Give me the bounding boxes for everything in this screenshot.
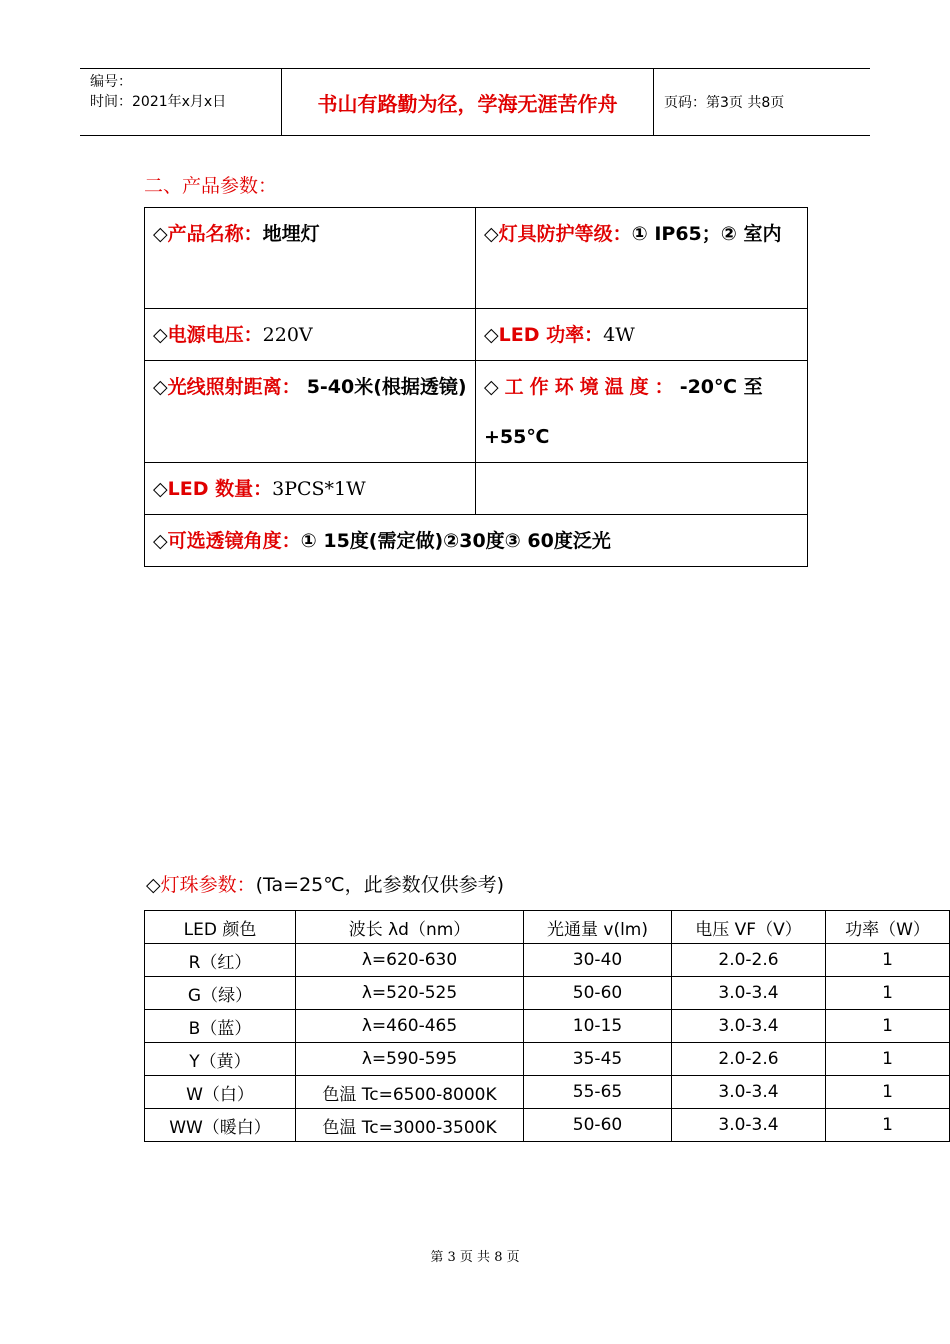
led-title-label: 灯珠参数： xyxy=(160,874,256,896)
table-row xyxy=(145,361,808,463)
table-cell: 1 xyxy=(826,1109,950,1142)
table-cell: 1 xyxy=(826,1010,950,1043)
table-cell: R（红） xyxy=(145,944,296,977)
table-cell: 3.0-3.4 xyxy=(672,1109,826,1142)
page-header xyxy=(80,68,870,136)
table-cell: 3.0-3.4 xyxy=(672,1076,826,1109)
table-cell: 10-15 xyxy=(524,1010,672,1043)
param-label: 灯具防护等级： xyxy=(498,223,632,245)
param-value: 5-40米(根据透镜) xyxy=(306,376,467,398)
diamond-icon: ◇ xyxy=(153,324,168,346)
diamond-icon: ◇ xyxy=(153,530,168,552)
table-cell: λ=620-630 xyxy=(296,944,524,977)
table-cell: 3.0-3.4 xyxy=(672,1010,826,1043)
table-cell: 1 xyxy=(826,1076,950,1109)
param-label: 工作环境温度： xyxy=(504,376,680,398)
table-cell: 55-65 xyxy=(524,1076,672,1109)
table-row xyxy=(145,944,950,977)
table-cell: 色温 Tc=3000-3500K xyxy=(296,1109,524,1142)
table-cell: 1 xyxy=(826,977,950,1010)
table-cell: WW（暖白） xyxy=(145,1109,296,1142)
param-label: 光线照射距离： xyxy=(167,376,301,398)
table-row xyxy=(145,1076,950,1109)
param-cell-name xyxy=(145,208,476,309)
param-cell-temperature xyxy=(476,361,808,463)
table-cell: 2.0-2.6 xyxy=(672,944,826,977)
param-value: -20℃ 至 +55℃ xyxy=(484,376,763,448)
page-footer: 第 3 页 共 8 页 xyxy=(430,1250,520,1265)
column-header: 功率（W） xyxy=(826,911,950,944)
header-meta xyxy=(80,69,282,135)
param-label: LED 数量： xyxy=(167,478,273,500)
number-label: 编号： xyxy=(90,74,132,90)
diamond-icon: ◇ xyxy=(484,376,499,398)
table-cell: W（白） xyxy=(145,1076,296,1109)
table-cell: 3.0-3.4 xyxy=(672,977,826,1010)
column-header: 波长 λd（nm） xyxy=(296,911,524,944)
param-value: 4W xyxy=(603,324,635,346)
table-cell: 50-60 xyxy=(524,977,672,1010)
param-value: ① 15度(需定做)②30度③ 60度泛光 xyxy=(300,530,611,552)
param-cell-count xyxy=(145,463,476,515)
param-cell-empty xyxy=(476,463,808,515)
param-cell-distance xyxy=(145,361,476,463)
column-header: LED 颜色 xyxy=(145,911,296,944)
table-header-row xyxy=(145,911,950,944)
param-value: 220V xyxy=(262,324,313,346)
diamond-icon: ◇ xyxy=(153,478,168,500)
column-header: 电压 VF（V） xyxy=(672,911,826,944)
table-cell: λ=590-595 xyxy=(296,1043,524,1076)
table-cell: Y（黄） xyxy=(145,1043,296,1076)
param-value: 地埋灯 xyxy=(262,223,320,245)
param-label: 产品名称： xyxy=(167,223,263,245)
diamond-icon: ◇ xyxy=(484,223,499,245)
table-cell: 50-60 xyxy=(524,1109,672,1142)
table-cell: 1 xyxy=(826,1043,950,1076)
table-row xyxy=(145,1109,950,1142)
diamond-icon: ◇ xyxy=(153,376,168,398)
param-cell-protection xyxy=(476,208,808,309)
table-cell: 1 xyxy=(826,944,950,977)
diamond-icon: ◇ xyxy=(484,324,499,346)
product-params-table xyxy=(144,207,808,567)
param-cell-lens xyxy=(145,515,808,567)
table-cell: 35-45 xyxy=(524,1043,672,1076)
table-row xyxy=(145,977,950,1010)
table-row xyxy=(145,208,808,309)
param-cell-voltage xyxy=(145,309,476,361)
column-header: 光通量 v(lm) xyxy=(524,911,672,944)
table-row xyxy=(145,515,808,567)
param-value: 3PCS*1W xyxy=(272,478,366,500)
led-params-table xyxy=(144,910,950,1142)
table-row xyxy=(145,1043,950,1076)
table-row xyxy=(145,1010,950,1043)
diamond-icon: ◇ xyxy=(153,223,168,245)
table-cell: 色温 Tc=6500-8000K xyxy=(296,1076,524,1109)
table-cell: 2.0-2.6 xyxy=(672,1043,826,1076)
led-title-note: (Ta=25℃，此参数仅供参考) xyxy=(255,874,505,896)
table-cell: λ=460-465 xyxy=(296,1010,524,1043)
table-cell: λ=520-525 xyxy=(296,977,524,1010)
table-row xyxy=(145,309,808,361)
param-cell-power xyxy=(476,309,808,361)
diamond-icon: ◇ xyxy=(146,874,161,896)
table-cell: B（蓝） xyxy=(145,1010,296,1043)
table-row xyxy=(145,463,808,515)
table-cell: 30-40 xyxy=(524,944,672,977)
param-label: 可选透镜角度： xyxy=(167,530,301,552)
param-label: 电源电压： xyxy=(167,324,263,346)
table-cell: G（绿） xyxy=(145,977,296,1010)
header-motto: 书山有路勤为径，学海无涯苦作舟 xyxy=(282,69,654,135)
section-title: 二、产品参数： xyxy=(144,175,278,197)
param-label: LED 功率： xyxy=(498,324,604,346)
param-value: ① IP65；② 室内 xyxy=(631,223,782,245)
header-page-label: 页码：第3页 共8页 xyxy=(664,95,785,111)
time-label: 时间：2021年x月x日 xyxy=(90,94,227,110)
led-params-title xyxy=(146,870,504,897)
